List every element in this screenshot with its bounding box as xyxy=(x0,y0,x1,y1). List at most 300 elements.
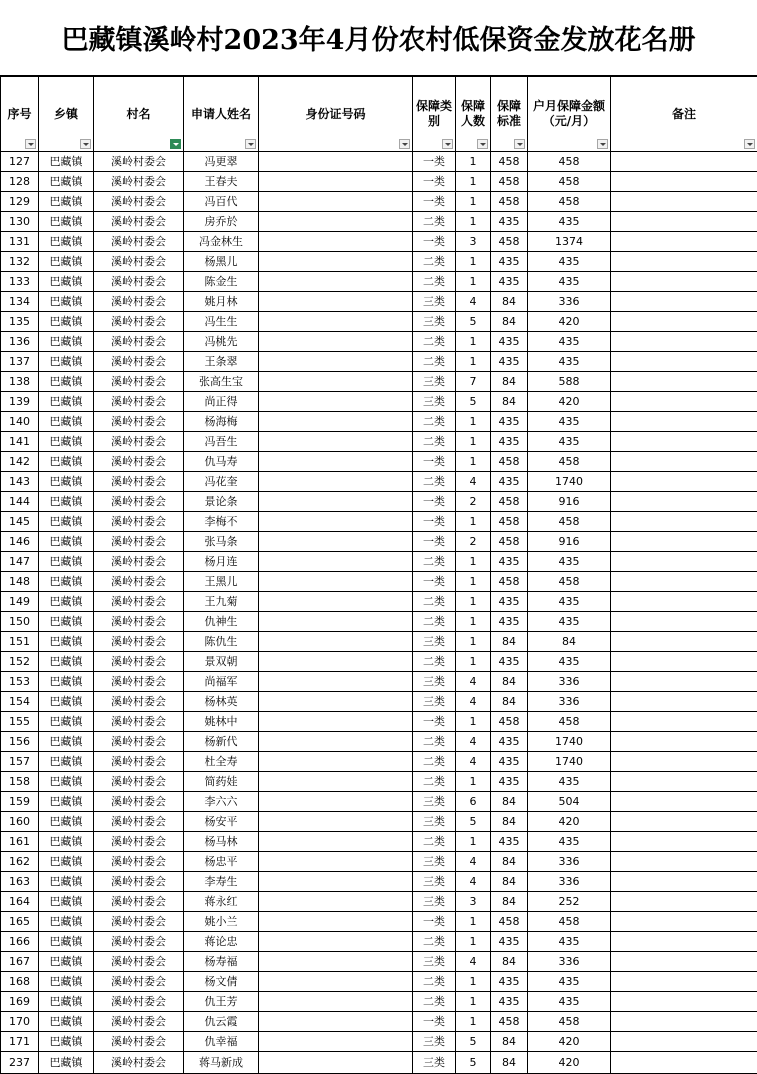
cell-seq: 132 xyxy=(1,252,39,272)
cell-monthly-amount: 435 xyxy=(528,652,611,672)
table-row xyxy=(1,1012,757,1032)
cell-id-number xyxy=(259,672,413,692)
cell-remarks xyxy=(611,1052,757,1074)
cell-monthly-amount: 420 xyxy=(528,812,611,832)
cell-persons: 4 xyxy=(456,852,491,872)
cell-seq: 161 xyxy=(1,832,39,852)
cell-seq: 159 xyxy=(1,792,39,812)
cell-remarks xyxy=(611,932,757,952)
cell-village: 溪岭村委会 xyxy=(94,872,184,892)
cell-seq: 130 xyxy=(1,212,39,232)
cell-town: 巴藏镇 xyxy=(39,752,94,772)
table-row xyxy=(1,192,757,212)
cell-id-number xyxy=(259,492,413,512)
cell-remarks xyxy=(611,232,757,252)
table-row xyxy=(1,672,757,692)
cell-town: 巴藏镇 xyxy=(39,692,94,712)
cell-category: 一类 xyxy=(413,512,456,532)
cell-seq: 138 xyxy=(1,372,39,392)
cell-persons: 1 xyxy=(456,412,491,432)
cell-persons: 1 xyxy=(456,252,491,272)
cell-village: 溪岭村委会 xyxy=(94,212,184,232)
cell-applicant: 杨忠平 xyxy=(184,852,259,872)
cell-seq: 151 xyxy=(1,632,39,652)
cell-standard: 435 xyxy=(491,552,528,572)
cell-seq: 164 xyxy=(1,892,39,912)
cell-applicant: 王黑儿 xyxy=(184,572,259,592)
cell-persons: 1 xyxy=(456,152,491,172)
cell-monthly-amount: 504 xyxy=(528,792,611,812)
cell-village: 溪岭村委会 xyxy=(94,852,184,872)
cell-seq: 152 xyxy=(1,652,39,672)
table-row xyxy=(1,712,757,732)
cell-seq: 141 xyxy=(1,432,39,452)
cell-remarks xyxy=(611,592,757,612)
cell-seq: 140 xyxy=(1,412,39,432)
cell-id-number xyxy=(259,452,413,472)
cell-applicant: 姚小兰 xyxy=(184,912,259,932)
cell-village: 溪岭村委会 xyxy=(94,392,184,412)
table-row xyxy=(1,972,757,992)
cell-applicant: 简药娃 xyxy=(184,772,259,792)
cell-persons: 4 xyxy=(456,692,491,712)
cell-village: 溪岭村委会 xyxy=(94,592,184,612)
header-col-remarks xyxy=(611,77,757,152)
cell-seq: 155 xyxy=(1,712,39,732)
cell-village: 溪岭村委会 xyxy=(94,952,184,972)
cell-village: 溪岭村委会 xyxy=(94,532,184,552)
filter-dropdown-icon[interactable] xyxy=(399,139,410,149)
cell-remarks xyxy=(611,692,757,712)
cell-persons: 1 xyxy=(456,432,491,452)
cell-applicant: 冯桃先 xyxy=(184,332,259,352)
header-label: 村名 xyxy=(94,107,183,122)
cell-standard: 84 xyxy=(491,672,528,692)
cell-remarks xyxy=(611,972,757,992)
cell-town: 巴藏镇 xyxy=(39,152,94,172)
cell-persons: 4 xyxy=(456,872,491,892)
cell-village: 溪岭村委会 xyxy=(94,792,184,812)
table-row xyxy=(1,632,757,652)
cell-id-number xyxy=(259,352,413,372)
cell-standard: 435 xyxy=(491,612,528,632)
cell-applicant: 仇神生 xyxy=(184,612,259,632)
cell-persons: 1 xyxy=(456,352,491,372)
cell-remarks xyxy=(611,412,757,432)
cell-applicant: 冯花奎 xyxy=(184,472,259,492)
filter-dropdown-icon[interactable] xyxy=(744,139,755,149)
cell-town: 巴藏镇 xyxy=(39,992,94,1012)
cell-persons: 1 xyxy=(456,212,491,232)
cell-applicant: 王春夫 xyxy=(184,172,259,192)
cell-seq: 158 xyxy=(1,772,39,792)
cell-town: 巴藏镇 xyxy=(39,1012,94,1032)
cell-monthly-amount: 458 xyxy=(528,452,611,472)
table-row xyxy=(1,1052,757,1074)
cell-id-number xyxy=(259,572,413,592)
cell-persons: 1 xyxy=(456,832,491,852)
cell-standard: 84 xyxy=(491,1052,528,1074)
cell-town: 巴藏镇 xyxy=(39,392,94,412)
table-row xyxy=(1,692,757,712)
cell-id-number xyxy=(259,652,413,672)
cell-persons: 1 xyxy=(456,632,491,652)
cell-standard: 84 xyxy=(491,812,528,832)
cell-remarks xyxy=(611,192,757,212)
cell-id-number xyxy=(259,152,413,172)
cell-town: 巴藏镇 xyxy=(39,332,94,352)
cell-remarks xyxy=(611,432,757,452)
cell-category: 一类 xyxy=(413,152,456,172)
header-row xyxy=(1,77,757,152)
cell-category: 二类 xyxy=(413,772,456,792)
cell-category: 一类 xyxy=(413,452,456,472)
cell-persons: 5 xyxy=(456,312,491,332)
cell-persons: 4 xyxy=(456,952,491,972)
cell-persons: 6 xyxy=(456,792,491,812)
cell-remarks xyxy=(611,492,757,512)
cell-seq: 135 xyxy=(1,312,39,332)
cell-remarks xyxy=(611,712,757,732)
cell-category: 三类 xyxy=(413,792,456,812)
cell-town: 巴藏镇 xyxy=(39,372,94,392)
cell-category: 二类 xyxy=(413,972,456,992)
cell-town: 巴藏镇 xyxy=(39,832,94,852)
cell-category: 一类 xyxy=(413,192,456,212)
cell-town: 巴藏镇 xyxy=(39,272,94,292)
cell-applicant: 冯金林生 xyxy=(184,232,259,252)
cell-id-number xyxy=(259,932,413,952)
cell-monthly-amount: 435 xyxy=(528,272,611,292)
cell-standard: 435 xyxy=(491,592,528,612)
cell-persons: 3 xyxy=(456,892,491,912)
cell-remarks xyxy=(611,392,757,412)
cell-village: 溪岭村委会 xyxy=(94,192,184,212)
cell-remarks xyxy=(611,1012,757,1032)
cell-applicant: 景双朝 xyxy=(184,652,259,672)
header-col-id-number xyxy=(259,77,413,152)
sheet-title: 巴藏镇溪岭村2023年4月份农村低保资金发放花名册 xyxy=(0,0,757,76)
cell-town: 巴藏镇 xyxy=(39,632,94,652)
cell-standard: 84 xyxy=(491,292,528,312)
cell-village: 溪岭村委会 xyxy=(94,1032,184,1052)
cell-town: 巴藏镇 xyxy=(39,812,94,832)
cell-village: 溪岭村委会 xyxy=(94,612,184,632)
header-label: 备注 xyxy=(611,107,757,122)
cell-standard: 458 xyxy=(491,172,528,192)
cell-monthly-amount: 435 xyxy=(528,252,611,272)
cell-persons: 1 xyxy=(456,612,491,632)
cell-category: 二类 xyxy=(413,432,456,452)
cell-applicant: 蒋永红 xyxy=(184,892,259,912)
header-col-applicant xyxy=(184,77,259,152)
header-col-village xyxy=(94,77,184,152)
cell-id-number xyxy=(259,472,413,492)
cell-persons: 4 xyxy=(456,732,491,752)
cell-monthly-amount: 435 xyxy=(528,552,611,572)
cell-standard: 458 xyxy=(491,912,528,932)
filter-active-icon[interactable] xyxy=(170,139,181,149)
cell-monthly-amount: 420 xyxy=(528,1032,611,1052)
cell-persons: 2 xyxy=(456,532,491,552)
table-row xyxy=(1,652,757,672)
cell-remarks xyxy=(611,752,757,772)
cell-persons: 4 xyxy=(456,672,491,692)
cell-standard: 435 xyxy=(491,992,528,1012)
table-row xyxy=(1,272,757,292)
cell-village: 溪岭村委会 xyxy=(94,992,184,1012)
table-row xyxy=(1,332,757,352)
cell-remarks xyxy=(611,332,757,352)
cell-category: 三类 xyxy=(413,692,456,712)
cell-monthly-amount: 420 xyxy=(528,312,611,332)
cell-monthly-amount: 420 xyxy=(528,1052,611,1074)
cell-persons: 1 xyxy=(456,452,491,472)
cell-id-number xyxy=(259,1032,413,1052)
cell-id-number xyxy=(259,972,413,992)
cell-applicant: 冯百代 xyxy=(184,192,259,212)
header-col-monthly-amount xyxy=(528,77,611,152)
cell-remarks xyxy=(611,532,757,552)
cell-remarks xyxy=(611,372,757,392)
cell-standard: 84 xyxy=(491,792,528,812)
cell-monthly-amount: 588 xyxy=(528,372,611,392)
cell-applicant: 仇马寿 xyxy=(184,452,259,472)
cell-seq: 153 xyxy=(1,672,39,692)
cell-town: 巴藏镇 xyxy=(39,1032,94,1052)
cell-category: 二类 xyxy=(413,752,456,772)
cell-remarks xyxy=(611,652,757,672)
cell-remarks xyxy=(611,552,757,572)
cell-standard: 458 xyxy=(491,492,528,512)
cell-category: 二类 xyxy=(413,352,456,372)
cell-applicant: 杨林英 xyxy=(184,692,259,712)
cell-seq: 157 xyxy=(1,752,39,772)
cell-category: 二类 xyxy=(413,332,456,352)
cell-town: 巴藏镇 xyxy=(39,652,94,672)
cell-seq: 237 xyxy=(1,1052,39,1074)
cell-standard: 84 xyxy=(491,632,528,652)
roster-table xyxy=(0,76,757,1074)
cell-category: 一类 xyxy=(413,172,456,192)
cell-applicant: 张马条 xyxy=(184,532,259,552)
cell-seq: 150 xyxy=(1,612,39,632)
cell-applicant: 张高生宝 xyxy=(184,372,259,392)
cell-persons: 3 xyxy=(456,232,491,252)
cell-monthly-amount: 916 xyxy=(528,492,611,512)
cell-id-number xyxy=(259,992,413,1012)
cell-id-number xyxy=(259,412,413,432)
cell-town: 巴藏镇 xyxy=(39,932,94,952)
cell-seq: 170 xyxy=(1,1012,39,1032)
cell-persons: 5 xyxy=(456,1052,491,1074)
cell-id-number xyxy=(259,772,413,792)
cell-monthly-amount: 1374 xyxy=(528,232,611,252)
cell-seq: 145 xyxy=(1,512,39,532)
cell-remarks xyxy=(611,1032,757,1052)
cell-id-number xyxy=(259,212,413,232)
cell-id-number xyxy=(259,752,413,772)
cell-remarks xyxy=(611,612,757,632)
table-row xyxy=(1,552,757,572)
cell-monthly-amount: 435 xyxy=(528,332,611,352)
cell-persons: 1 xyxy=(456,572,491,592)
cell-standard: 435 xyxy=(491,832,528,852)
cell-remarks xyxy=(611,792,757,812)
cell-monthly-amount: 458 xyxy=(528,712,611,732)
cell-town: 巴藏镇 xyxy=(39,672,94,692)
cell-seq: 139 xyxy=(1,392,39,412)
cell-category: 二类 xyxy=(413,992,456,1012)
cell-monthly-amount: 336 xyxy=(528,852,611,872)
cell-category: 一类 xyxy=(413,1012,456,1032)
cell-village: 溪岭村委会 xyxy=(94,712,184,732)
cell-category: 二类 xyxy=(413,552,456,572)
cell-monthly-amount: 435 xyxy=(528,992,611,1012)
cell-standard: 458 xyxy=(491,572,528,592)
cell-town: 巴藏镇 xyxy=(39,412,94,432)
table-row xyxy=(1,852,757,872)
cell-id-number xyxy=(259,712,413,732)
cell-village: 溪岭村委会 xyxy=(94,232,184,252)
cell-town: 巴藏镇 xyxy=(39,252,94,272)
cell-standard: 458 xyxy=(491,532,528,552)
cell-persons: 1 xyxy=(456,172,491,192)
cell-monthly-amount: 1740 xyxy=(528,732,611,752)
cell-category: 三类 xyxy=(413,1052,456,1074)
cell-standard: 435 xyxy=(491,972,528,992)
cell-category: 三类 xyxy=(413,292,456,312)
cell-id-number xyxy=(259,312,413,332)
table-row xyxy=(1,732,757,752)
cell-town: 巴藏镇 xyxy=(39,352,94,372)
cell-standard: 458 xyxy=(491,152,528,172)
cell-village: 溪岭村委会 xyxy=(94,932,184,952)
filter-dropdown-icon[interactable] xyxy=(597,139,608,149)
filter-dropdown-icon[interactable] xyxy=(25,139,36,149)
cell-village: 溪岭村委会 xyxy=(94,1012,184,1032)
cell-applicant: 冯更翠 xyxy=(184,152,259,172)
cell-town: 巴藏镇 xyxy=(39,292,94,312)
cell-applicant: 仇幸福 xyxy=(184,1032,259,1052)
cell-village: 溪岭村委会 xyxy=(94,692,184,712)
cell-id-number xyxy=(259,372,413,392)
table-row xyxy=(1,352,757,372)
cell-monthly-amount: 435 xyxy=(528,412,611,432)
filter-dropdown-icon[interactable] xyxy=(442,139,453,149)
table-row xyxy=(1,212,757,232)
header-label: 户月保障金额（元/月） xyxy=(528,99,610,129)
cell-applicant: 冯生生 xyxy=(184,312,259,332)
filter-dropdown-icon[interactable] xyxy=(245,139,256,149)
cell-applicant: 李寿生 xyxy=(184,872,259,892)
table-row xyxy=(1,572,757,592)
header-label: 保障标准 xyxy=(491,99,527,129)
cell-town: 巴藏镇 xyxy=(39,892,94,912)
table-row xyxy=(1,492,757,512)
cell-village: 溪岭村委会 xyxy=(94,412,184,432)
cell-remarks xyxy=(611,312,757,332)
filter-dropdown-icon[interactable] xyxy=(80,139,91,149)
cell-remarks xyxy=(611,272,757,292)
cell-village: 溪岭村委会 xyxy=(94,452,184,472)
cell-applicant: 杨文倩 xyxy=(184,972,259,992)
cell-seq: 142 xyxy=(1,452,39,472)
cell-remarks xyxy=(611,832,757,852)
cell-seq: 146 xyxy=(1,532,39,552)
cell-persons: 1 xyxy=(456,192,491,212)
cell-applicant: 蒋论忠 xyxy=(184,932,259,952)
cell-village: 溪岭村委会 xyxy=(94,552,184,572)
cell-persons: 1 xyxy=(456,332,491,352)
cell-seq: 166 xyxy=(1,932,39,952)
cell-town: 巴藏镇 xyxy=(39,592,94,612)
header-col-seq xyxy=(1,77,39,152)
cell-seq: 144 xyxy=(1,492,39,512)
table-body xyxy=(1,152,757,1074)
cell-seq: 129 xyxy=(1,192,39,212)
cell-town: 巴藏镇 xyxy=(39,172,94,192)
cell-id-number xyxy=(259,812,413,832)
cell-remarks xyxy=(611,632,757,652)
cell-persons: 1 xyxy=(456,272,491,292)
cell-category: 三类 xyxy=(413,852,456,872)
cell-town: 巴藏镇 xyxy=(39,232,94,252)
filter-dropdown-icon[interactable] xyxy=(477,139,488,149)
table-row xyxy=(1,932,757,952)
cell-monthly-amount: 1740 xyxy=(528,472,611,492)
cell-standard: 435 xyxy=(491,772,528,792)
cell-town: 巴藏镇 xyxy=(39,472,94,492)
cell-id-number xyxy=(259,632,413,652)
cell-town: 巴藏镇 xyxy=(39,532,94,552)
table-row xyxy=(1,432,757,452)
cell-monthly-amount: 336 xyxy=(528,672,611,692)
cell-monthly-amount: 435 xyxy=(528,352,611,372)
cell-category: 二类 xyxy=(413,612,456,632)
cell-town: 巴藏镇 xyxy=(39,712,94,732)
cell-town: 巴藏镇 xyxy=(39,732,94,752)
cell-id-number xyxy=(259,1012,413,1032)
cell-standard: 458 xyxy=(491,512,528,532)
cell-town: 巴藏镇 xyxy=(39,952,94,972)
cell-category: 一类 xyxy=(413,712,456,732)
cell-remarks xyxy=(611,912,757,932)
filter-dropdown-icon[interactable] xyxy=(514,139,525,149)
cell-village: 溪岭村委会 xyxy=(94,972,184,992)
cell-monthly-amount: 252 xyxy=(528,892,611,912)
cell-applicant: 景论条 xyxy=(184,492,259,512)
cell-village: 溪岭村委会 xyxy=(94,632,184,652)
cell-category: 三类 xyxy=(413,1032,456,1052)
cell-seq: 160 xyxy=(1,812,39,832)
table-row xyxy=(1,312,757,332)
cell-persons: 1 xyxy=(456,772,491,792)
cell-seq: 143 xyxy=(1,472,39,492)
cell-town: 巴藏镇 xyxy=(39,852,94,872)
cell-category: 三类 xyxy=(413,892,456,912)
cell-remarks xyxy=(611,952,757,972)
header-col-standard xyxy=(491,77,528,152)
cell-standard: 458 xyxy=(491,1012,528,1032)
cell-monthly-amount: 435 xyxy=(528,592,611,612)
cell-monthly-amount: 458 xyxy=(528,512,611,532)
cell-category: 二类 xyxy=(413,252,456,272)
cell-seq: 165 xyxy=(1,912,39,932)
cell-applicant: 蒋马新成 xyxy=(184,1052,259,1074)
cell-applicant: 尚正得 xyxy=(184,392,259,412)
table-row xyxy=(1,832,757,852)
